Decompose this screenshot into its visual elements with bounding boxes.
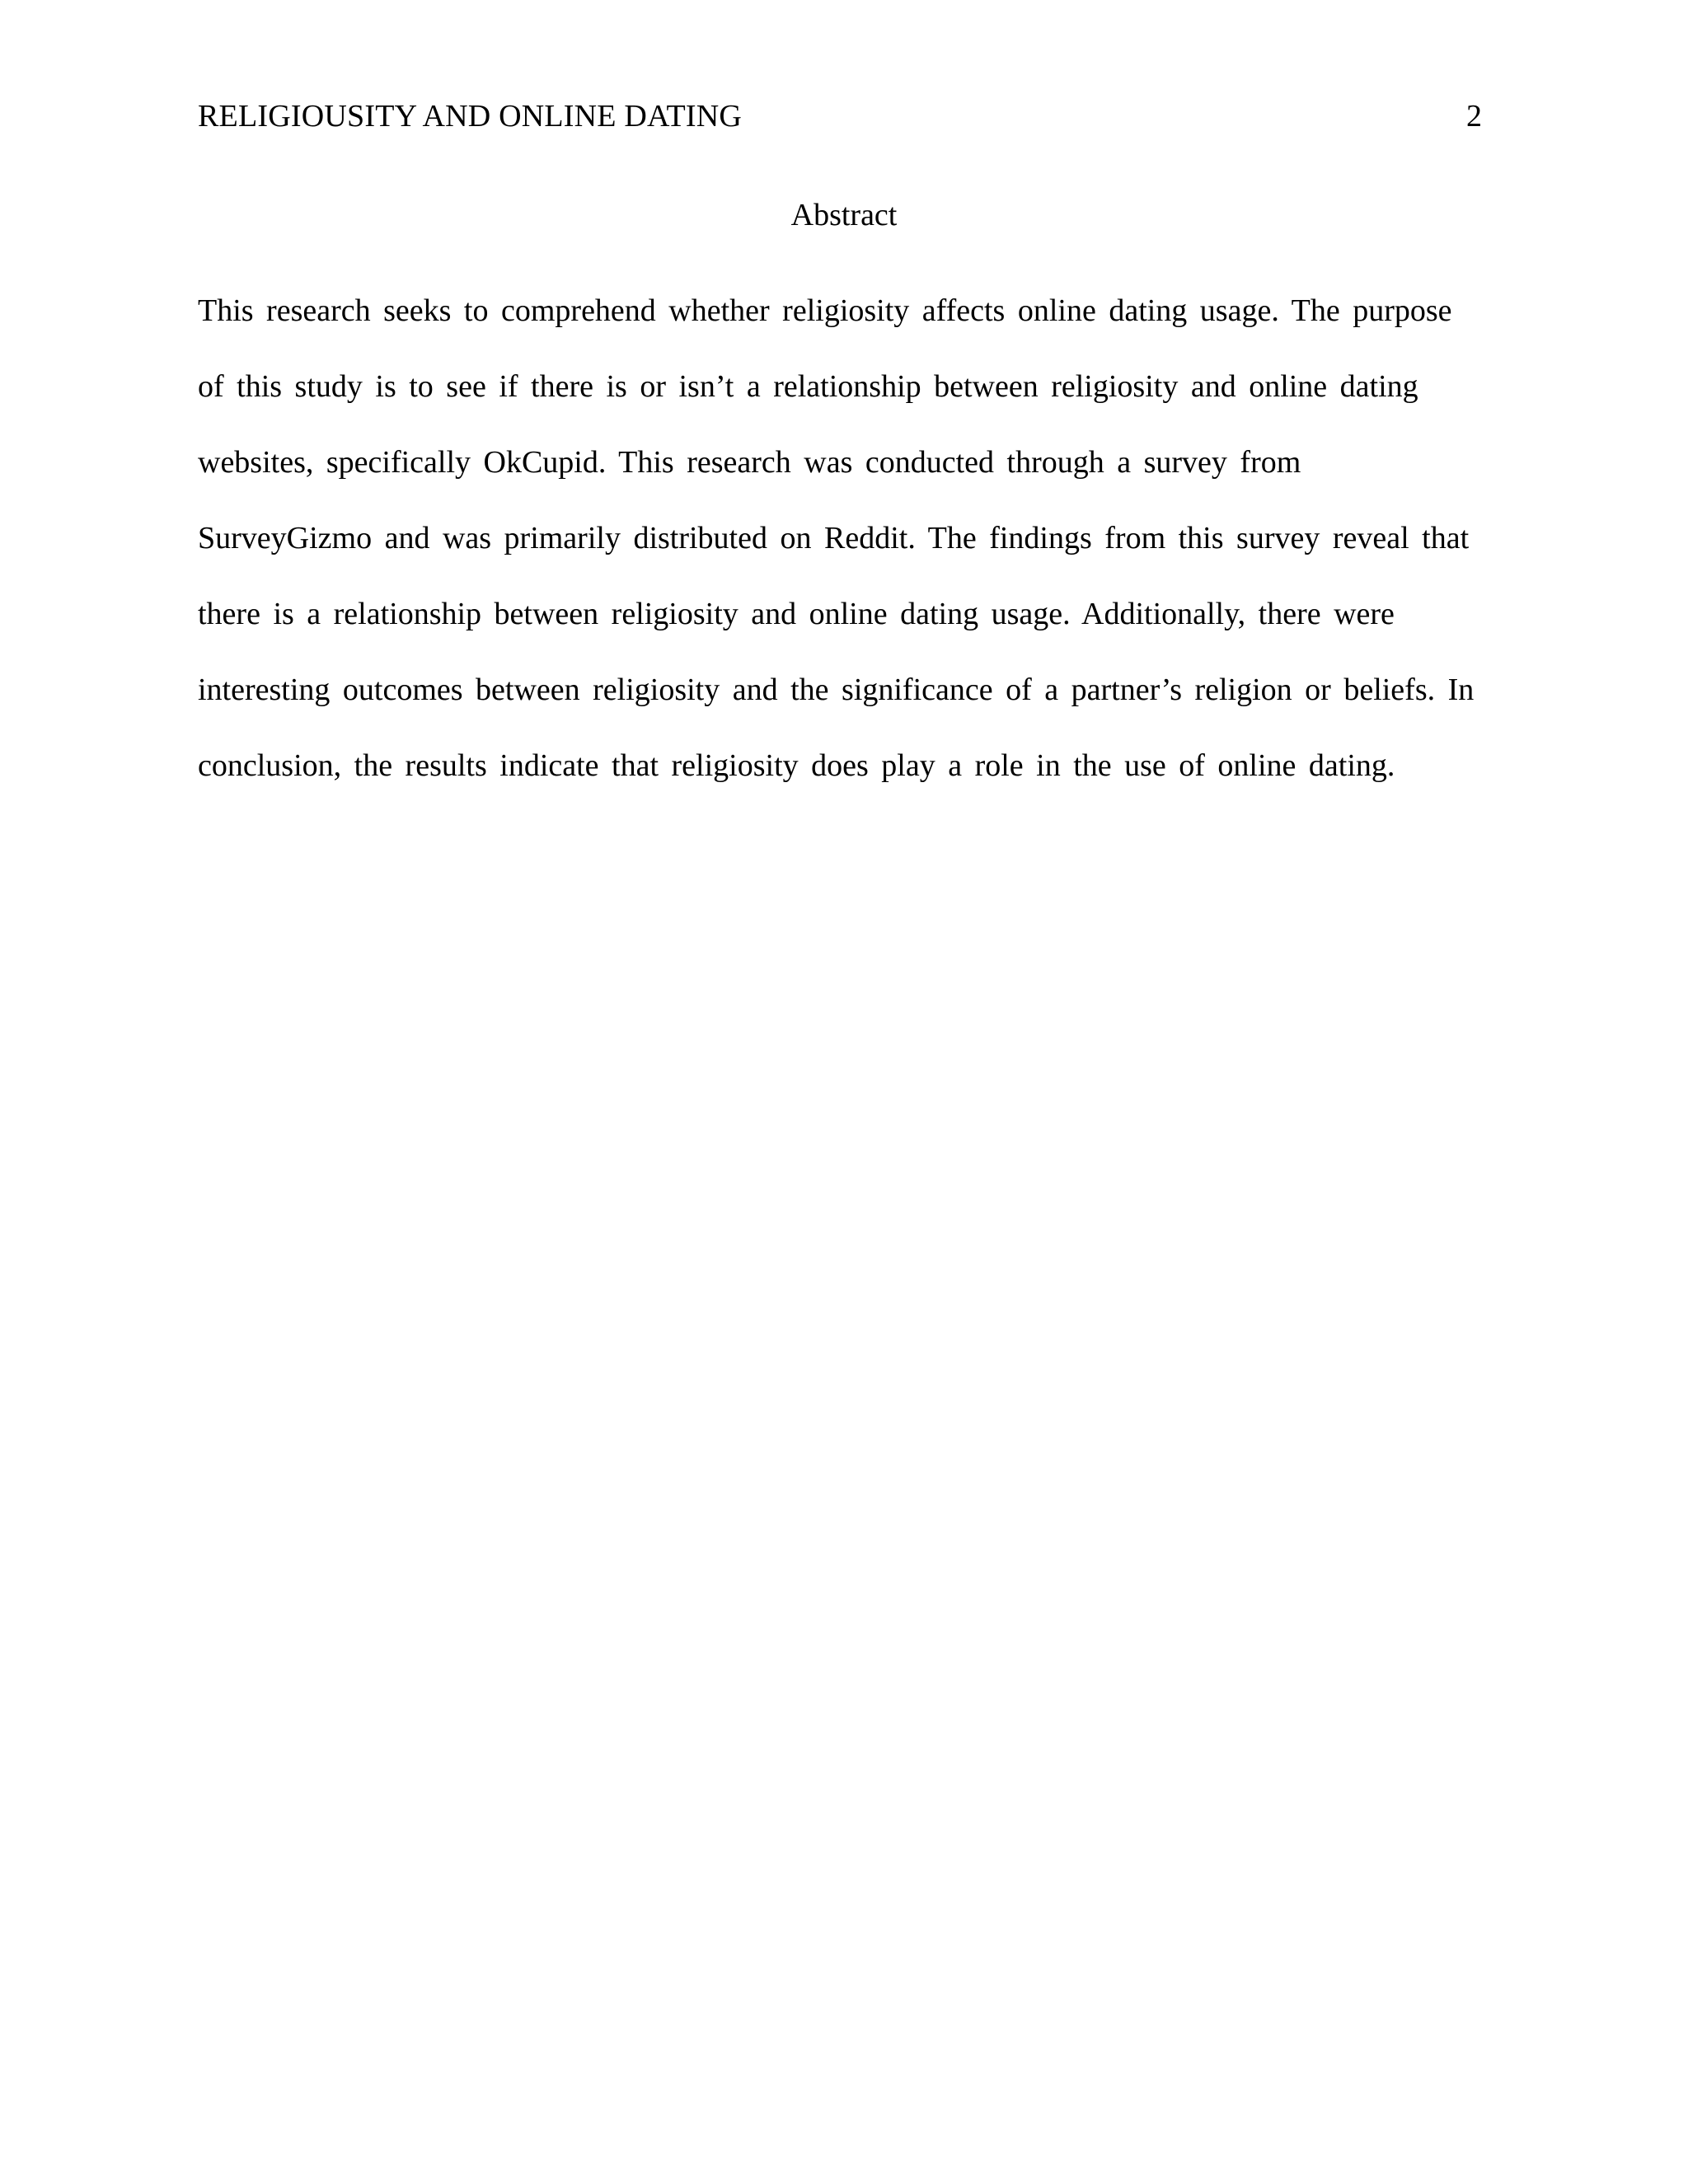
abstract-line: This research seeks to comprehend whether religiosity affects online dating usage. The purpose: [198, 293, 1452, 328]
abstract-heading: Abstract: [790, 198, 898, 232]
abstract-line: SurveyGizmo and was primarily distributed on Reddit. The findings from this survey reveal that: [198, 521, 1470, 555]
abstract-body: [198, 290, 1500, 821]
abstract-line: of this study is to see if there is or isn’t a relationship between religiosity and online dating: [198, 369, 1418, 404]
abstract-line: there is a relationship between religiosity and online dating usage. Additionally, there were: [198, 597, 1395, 631]
abstract-line: conclusion, the results indicate that religiosity does play a role in the use of online dating.: [198, 748, 1395, 783]
abstract-line: websites, specifically OkCupid. This research was conducted through a survey from: [198, 445, 1301, 480]
running-head: RELIGIOUSITY AND ONLINE DATING: [198, 99, 742, 134]
abstract-line: interesting outcomes between religiosity and the significance of a partner’s religion or beliefs. In: [198, 673, 1475, 707]
page-number: 2: [1466, 99, 1482, 134]
